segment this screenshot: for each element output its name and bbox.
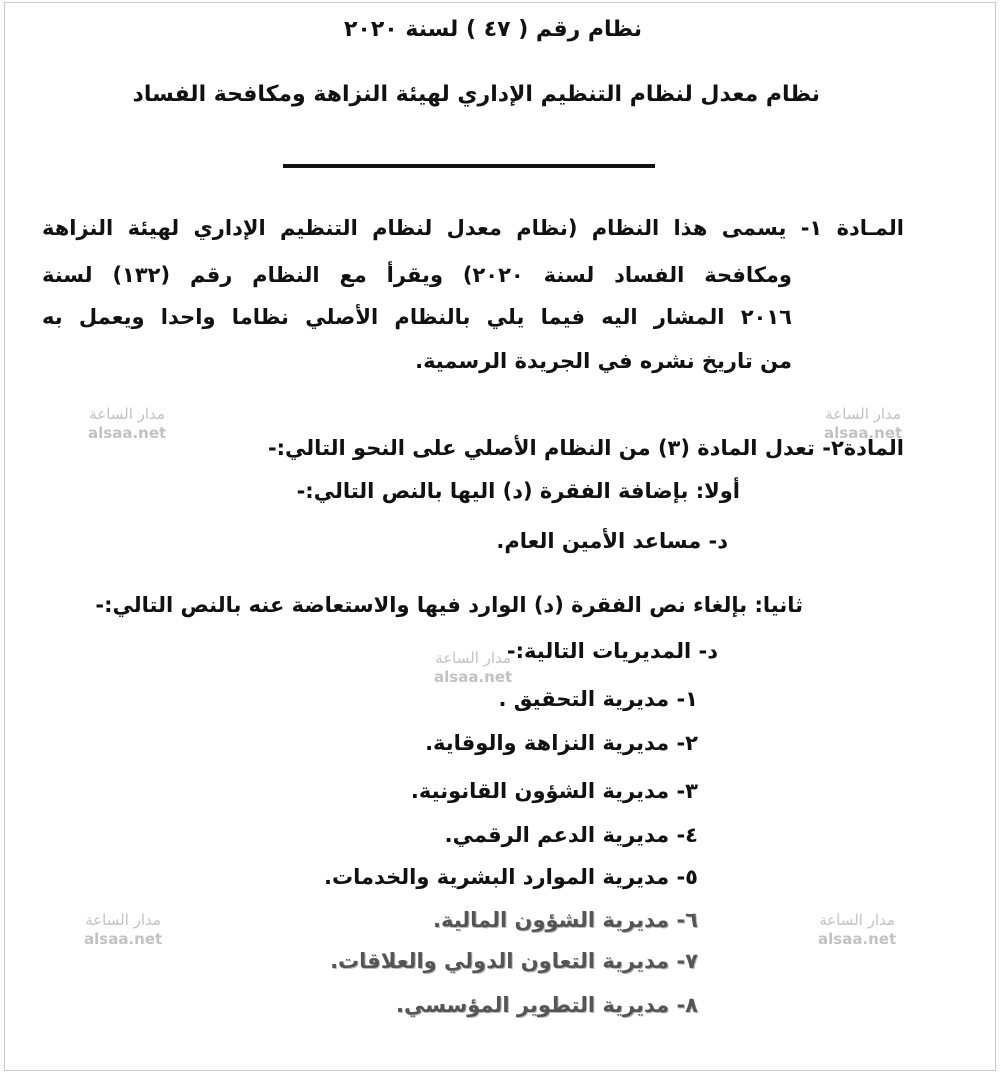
directorate-item-2: ٢- مديرية النزاهة والوقاية. <box>425 731 698 755</box>
directorate-item-6: ٦- مديرية الشؤون المالية. <box>433 908 698 932</box>
directorate-item-8: ٨- مديرية التطوير المؤسسي. <box>396 993 698 1017</box>
watermark-center: مدار الساعة alsaa.net <box>434 649 513 686</box>
article-1-line-4: من تاريخ نشره في الجريدة الرسمية. <box>415 349 792 373</box>
article-2-second-item: د- المديريات التالية:- <box>506 639 718 663</box>
directorate-item-5: ٥- مديرية الموارد البشرية والخدمات. <box>324 865 698 889</box>
directorate-item-7: ٧- مديرية التعاون الدولي والعلاقات. <box>330 949 698 973</box>
article-2-first-item: د- مساعد الأمين العام. <box>496 529 728 553</box>
directorate-item-4: ٤- مديرية الدعم الرقمي. <box>444 823 698 847</box>
directorate-item-3: ٣- مديرية الشؤون القانونية. <box>410 779 698 803</box>
header-divider <box>283 164 655 168</box>
regulation-number-title: نظام رقم ( ٤٧ ) لسنة ٢٠٢٠ <box>343 17 642 42</box>
article-1-line-2: ومكافحة الفساد لسنة ٢٠٢٠) ويقرأ مع النظام رقم (١٣٢) لسنة <box>42 263 792 287</box>
watermark-left-upper: مدار الساعة alsaa.net <box>88 405 167 442</box>
regulation-name-title: نظام معدل لنظام التنظيم الإداري لهيئة النزاهة ومكافحة الفساد <box>132 82 820 107</box>
article-2-heading: المادة٢- تعدل المادة (٣) من النظام الأصلي على النحو التالي:- <box>267 436 904 460</box>
directorate-item-1: ١- مديرية التحقيق . <box>498 687 698 711</box>
watermark-left-lower: مدار الساعة alsaa.net <box>84 911 163 948</box>
watermark-right-lower: مدار الساعة alsaa.net <box>818 911 897 948</box>
article-1-line-3: ٢٠١٦ المشار اليه فيما يلي بالنظام الأصلي نظاما واحدا ويعمل به <box>42 305 792 329</box>
article-2-second-amendment: ثانيا: بإلغاء نص الفقرة (د) الوارد فيها والاستعاضة عنه بالنص التالي:- <box>95 593 803 617</box>
article-1-line-1: المـادة ١- يسمى هذا النظام (نظام معدل لنظام التنظيم الإداري لهيئة النزاهة <box>42 216 904 240</box>
watermark-right-upper: مدار الساعة alsaa.net <box>824 405 903 442</box>
article-2-first-amendment: أولا: بإضافة الفقرة (د) اليها بالنص التالي:- <box>296 479 740 503</box>
